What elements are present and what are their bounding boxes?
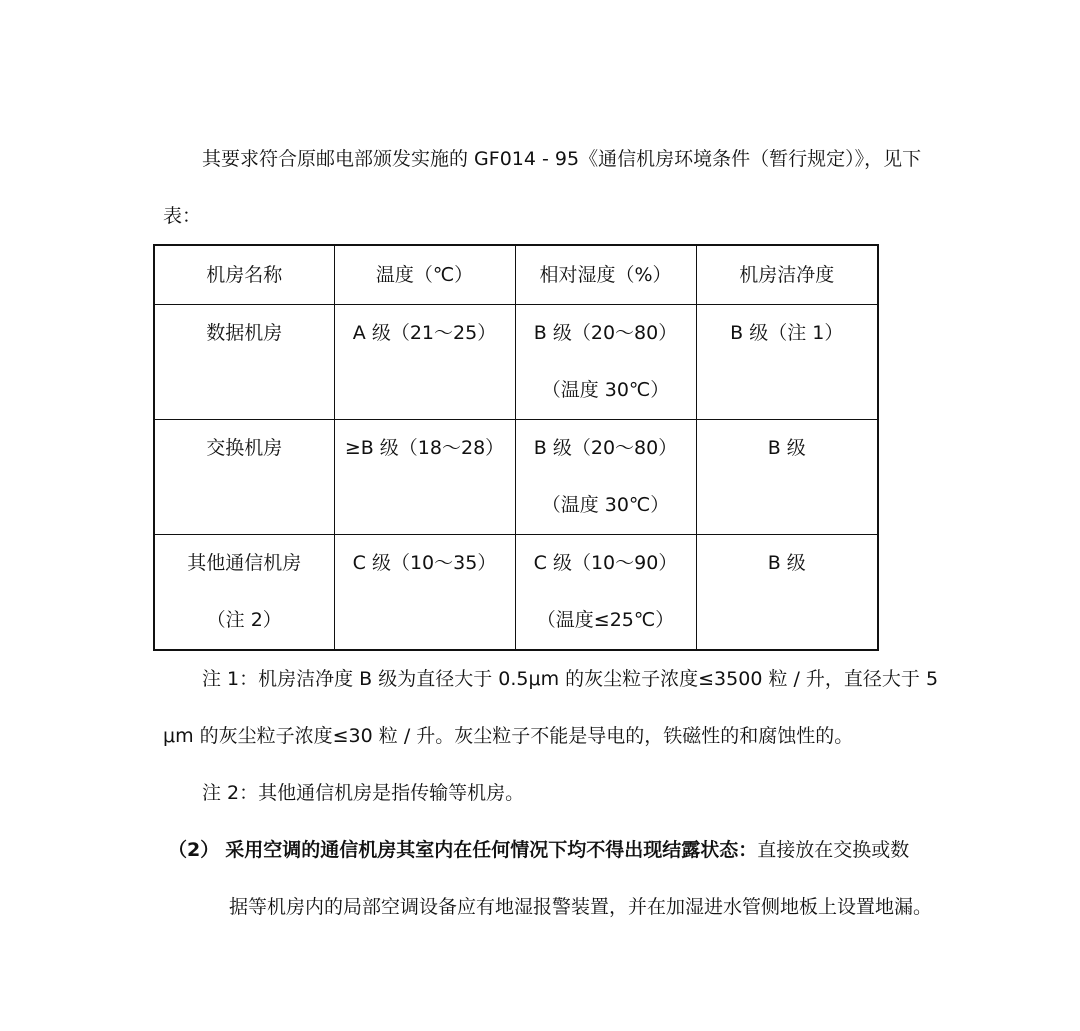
item-2-number: （2）: [168, 839, 220, 861]
item-2-line-1: [168, 837, 909, 863]
table-row: [154, 305, 878, 420]
table-row: [154, 420, 878, 535]
note-2: 注 2：其他通信机房是指传输等机房。: [202, 782, 525, 804]
cell-text: 数据机房: [206, 322, 283, 344]
cell-text: （温度≤25℃）: [536, 609, 675, 631]
cell-text: B 级（20～80）: [533, 322, 678, 344]
cell-room-name: [154, 305, 334, 420]
header-humidity: 相对湿度（%）: [515, 245, 696, 305]
cell-humidity: [515, 535, 696, 651]
cell-text: C 级（10～35）: [352, 552, 497, 574]
table-row: [154, 535, 878, 651]
cell-text: [335, 592, 515, 649]
environment-conditions-table: [153, 244, 879, 651]
cell-text: [697, 477, 878, 534]
note-1-line-1: 注 1：机房洁净度 B 级为直径大于 0.5μm 的灰尘粒子浓度≤3500 粒 / 升，直径大于 5: [202, 668, 939, 690]
cell-room-name: [154, 535, 334, 651]
cell-text: 交换机房: [206, 437, 283, 459]
cell-temperature: [334, 535, 515, 651]
intro-line-2: 表：: [163, 205, 202, 227]
header-cleanliness: 机房洁净度: [696, 245, 878, 305]
cell-text: （温度 30℃）: [541, 494, 670, 516]
cell-temperature: [334, 420, 515, 535]
cell-humidity: [515, 305, 696, 420]
cell-temperature: [334, 305, 515, 420]
cell-text: ≥B 级（18～28）: [344, 437, 505, 459]
cell-cleanliness: [696, 420, 878, 535]
header-room-name: 机房名称: [154, 245, 334, 305]
cell-text: （注 2）: [206, 609, 282, 631]
cell-text: [155, 477, 334, 534]
cell-text: [335, 477, 515, 534]
cell-text: B 级: [767, 437, 806, 459]
cell-text: B 级: [767, 552, 806, 574]
cell-room-name: [154, 420, 334, 535]
cell-text: A 级（21～25）: [352, 322, 497, 344]
header-temperature: 温度（℃）: [334, 245, 515, 305]
item-2-heading: 采用空调的通信机房其室内在任何情况下均不得出现结露状态：: [225, 839, 758, 861]
note-1-line-2: μm 的灰尘粒子浓度≤30 粒 / 升。灰尘粒子不能是导电的，铁磁性的和腐蚀性的。: [163, 725, 854, 747]
cell-text: B 级（注 1）: [730, 322, 844, 344]
cell-text: C 级（10～90）: [533, 552, 678, 574]
cell-humidity: [515, 420, 696, 535]
cell-text: 其他通信机房: [187, 552, 302, 574]
cell-text: [697, 592, 878, 649]
item-2-text-1: 直接放在交换或数: [757, 839, 910, 861]
cell-text: [697, 362, 878, 419]
cell-text: B 级（20～80）: [533, 437, 678, 459]
cell-text: （温度 30℃）: [541, 379, 670, 401]
item-2-line-2: 据等机房内的局部空调设备应有地湿报警装置，并在加湿进水管侧地板上设置地漏。: [229, 896, 933, 918]
table-header-row: [154, 245, 878, 305]
cell-text: [335, 362, 515, 419]
intro-line-1: 其要求符合原邮电部颁发实施的 GF014 - 95《通信机房环境条件（暂行规定）》，见下: [202, 148, 922, 170]
cell-cleanliness: [696, 535, 878, 651]
cell-text: [155, 362, 334, 419]
cell-cleanliness: [696, 305, 878, 420]
